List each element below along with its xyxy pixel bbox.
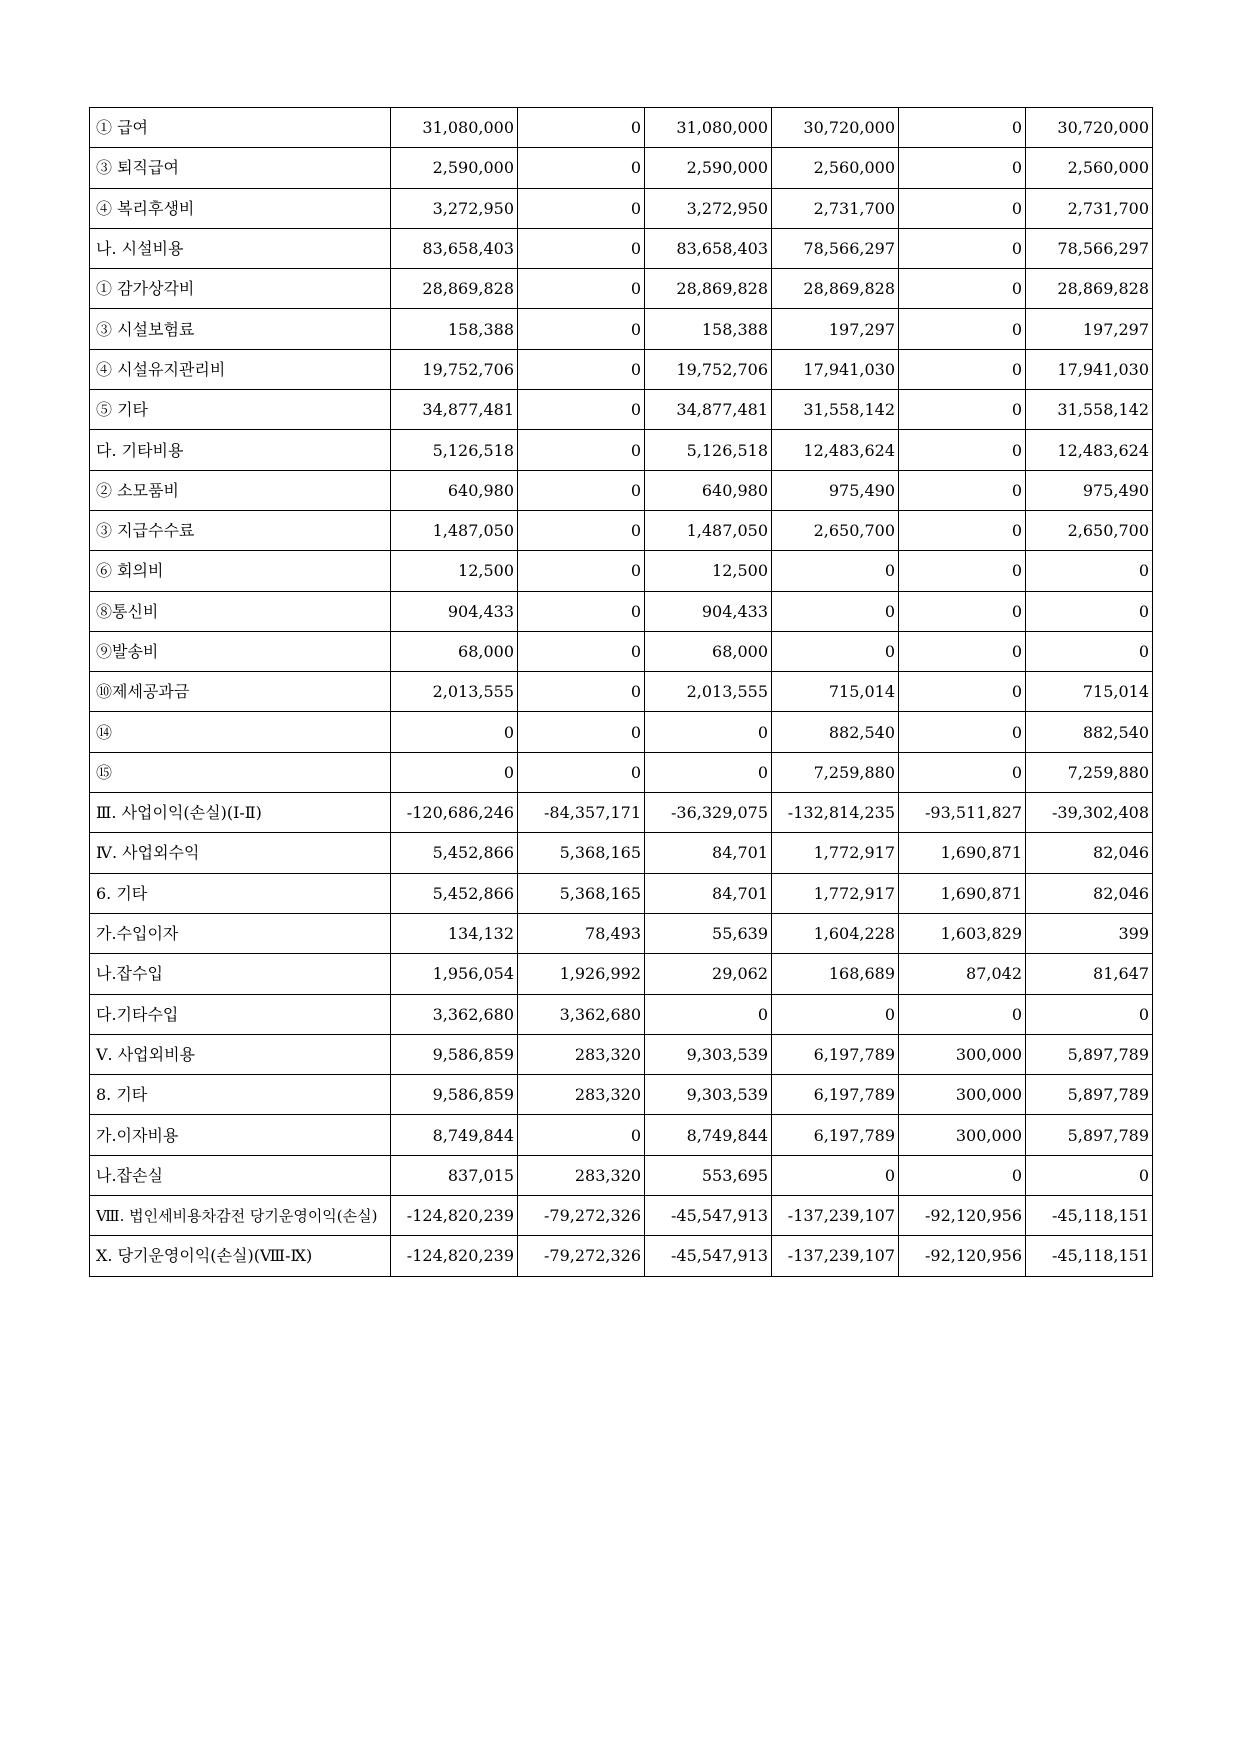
amount-cell: 2,590,000 <box>391 148 518 188</box>
amount-cell: 1,487,050 <box>645 510 772 550</box>
amount-cell: 2,650,700 <box>772 510 899 550</box>
table-row <box>90 228 1153 268</box>
amount-cell: 0 <box>518 551 645 591</box>
amount-cell: 640,980 <box>645 470 772 510</box>
amount-cell: 2,731,700 <box>772 188 899 228</box>
table-row <box>90 1236 1153 1276</box>
amount-cell: -45,118,151 <box>1026 1236 1153 1276</box>
amount-cell: -93,511,827 <box>899 793 1026 833</box>
row-label: Ⅲ. 사업이익(손실)(Ⅰ-Ⅱ) <box>90 793 391 833</box>
amount-cell: 0 <box>772 591 899 631</box>
amount-cell: 2,650,700 <box>1026 510 1153 550</box>
amount-cell: -92,120,956 <box>899 1196 1026 1236</box>
table-row <box>90 793 1153 833</box>
amount-cell: 0 <box>518 148 645 188</box>
amount-cell: 975,490 <box>772 470 899 510</box>
amount-cell: 0 <box>518 188 645 228</box>
row-label: ② 소모품비 <box>90 470 391 510</box>
amount-cell: -79,272,326 <box>518 1196 645 1236</box>
amount-cell: 1,772,917 <box>772 833 899 873</box>
amount-cell: 0 <box>518 430 645 470</box>
amount-cell: 158,388 <box>391 309 518 349</box>
row-label: ① 급여 <box>90 108 391 148</box>
amount-cell: 0 <box>899 148 1026 188</box>
amount-cell: 134,132 <box>391 913 518 953</box>
table-row <box>90 269 1153 309</box>
amount-cell: 0 <box>518 1115 645 1155</box>
amount-cell: 7,259,880 <box>772 752 899 792</box>
amount-cell: 0 <box>518 752 645 792</box>
row-label: 8. 기타 <box>90 1075 391 1115</box>
amount-cell: 5,897,789 <box>1026 1115 1153 1155</box>
amount-cell: 5,368,165 <box>518 873 645 913</box>
amount-cell: 1,603,829 <box>899 913 1026 953</box>
row-label: 가.이자비용 <box>90 1115 391 1155</box>
table-row <box>90 1155 1153 1195</box>
amount-cell: -84,357,171 <box>518 793 645 833</box>
amount-cell: 0 <box>899 430 1026 470</box>
row-label: 나.잡수입 <box>90 954 391 994</box>
amount-cell: 300,000 <box>899 1034 1026 1074</box>
amount-cell: 399 <box>1026 913 1153 953</box>
row-label: ⑮ <box>90 752 391 792</box>
amount-cell: -36,329,075 <box>645 793 772 833</box>
amount-cell: 9,303,539 <box>645 1075 772 1115</box>
table-row <box>90 390 1153 430</box>
amount-cell: 0 <box>518 470 645 510</box>
amount-cell: 31,080,000 <box>645 108 772 148</box>
amount-cell: 0 <box>391 712 518 752</box>
amount-cell: -45,547,913 <box>645 1196 772 1236</box>
amount-cell: 17,941,030 <box>1026 349 1153 389</box>
amount-cell: 0 <box>899 228 1026 268</box>
amount-cell: -124,820,239 <box>391 1196 518 1236</box>
amount-cell: 904,433 <box>645 591 772 631</box>
amount-cell: -124,820,239 <box>391 1236 518 1276</box>
amount-cell: 17,941,030 <box>772 349 899 389</box>
amount-cell: 3,272,950 <box>645 188 772 228</box>
row-label: Ⅳ. 사업외수익 <box>90 833 391 873</box>
amount-cell: 12,483,624 <box>1026 430 1153 470</box>
amount-cell: 283,320 <box>518 1034 645 1074</box>
row-label: 나.잡손실 <box>90 1155 391 1195</box>
table-row <box>90 1034 1153 1074</box>
amount-cell: 84,701 <box>645 833 772 873</box>
amount-cell: 9,303,539 <box>645 1034 772 1074</box>
amount-cell: 84,701 <box>645 873 772 913</box>
amount-cell: 9,586,859 <box>391 1075 518 1115</box>
amount-cell: 19,752,706 <box>391 349 518 389</box>
table-row <box>90 833 1153 873</box>
row-label: ③ 시설보험료 <box>90 309 391 349</box>
row-label: 6. 기타 <box>90 873 391 913</box>
amount-cell: 2,560,000 <box>1026 148 1153 188</box>
amount-cell: 68,000 <box>645 631 772 671</box>
row-label: Ⅴ. 사업외비용 <box>90 1034 391 1074</box>
table-row <box>90 470 1153 510</box>
amount-cell: -137,239,107 <box>772 1196 899 1236</box>
amount-cell: 0 <box>772 1155 899 1195</box>
amount-cell: 0 <box>645 752 772 792</box>
amount-cell: 0 <box>645 994 772 1034</box>
amount-cell: 715,014 <box>772 672 899 712</box>
amount-cell: 0 <box>1026 591 1153 631</box>
amount-cell: 1,690,871 <box>899 873 1026 913</box>
row-label: 다. 기타비용 <box>90 430 391 470</box>
table-row <box>90 430 1153 470</box>
amount-cell: 0 <box>899 712 1026 752</box>
amount-cell: 1,487,050 <box>391 510 518 550</box>
table-row <box>90 873 1153 913</box>
amount-cell: 83,658,403 <box>645 228 772 268</box>
amount-cell: 0 <box>518 108 645 148</box>
table-row <box>90 712 1153 752</box>
table-row <box>90 631 1153 671</box>
amount-cell: 0 <box>899 672 1026 712</box>
row-label: ③ 퇴직급여 <box>90 148 391 188</box>
amount-cell: 1,604,228 <box>772 913 899 953</box>
amount-cell: 0 <box>899 269 1026 309</box>
amount-cell: 0 <box>899 994 1026 1034</box>
table-body <box>90 108 1153 1277</box>
table-row <box>90 1075 1153 1115</box>
amount-cell: 0 <box>899 752 1026 792</box>
amount-cell: 78,566,297 <box>1026 228 1153 268</box>
amount-cell: -120,686,246 <box>391 793 518 833</box>
table-row <box>90 752 1153 792</box>
amount-cell: 81,647 <box>1026 954 1153 994</box>
amount-cell: 300,000 <box>899 1075 1026 1115</box>
amount-cell: 34,877,481 <box>391 390 518 430</box>
amount-cell: 0 <box>899 470 1026 510</box>
row-label: ④ 복리후생비 <box>90 188 391 228</box>
amount-cell: 82,046 <box>1026 833 1153 873</box>
amount-cell: 0 <box>518 591 645 631</box>
amount-cell: 12,483,624 <box>772 430 899 470</box>
table-row <box>90 108 1153 148</box>
amount-cell: 28,869,828 <box>772 269 899 309</box>
amount-cell: 0 <box>1026 994 1153 1034</box>
amount-cell: 8,749,844 <box>391 1115 518 1155</box>
amount-cell: 0 <box>899 1155 1026 1195</box>
amount-cell: 5,452,866 <box>391 833 518 873</box>
amount-cell: 5,897,789 <box>1026 1034 1153 1074</box>
amount-cell: 30,720,000 <box>772 108 899 148</box>
amount-cell: 6,197,789 <box>772 1075 899 1115</box>
amount-cell: 19,752,706 <box>645 349 772 389</box>
row-label: ⑥ 회의비 <box>90 551 391 591</box>
amount-cell: 55,639 <box>645 913 772 953</box>
amount-cell: 28,869,828 <box>645 269 772 309</box>
amount-cell: 0 <box>772 551 899 591</box>
amount-cell: 29,062 <box>645 954 772 994</box>
amount-cell: -137,239,107 <box>772 1236 899 1276</box>
row-label: ⑭ <box>90 712 391 752</box>
amount-cell: 5,368,165 <box>518 833 645 873</box>
amount-cell: -45,547,913 <box>645 1236 772 1276</box>
table-row <box>90 309 1153 349</box>
amount-cell: 28,869,828 <box>391 269 518 309</box>
amount-cell: 2,731,700 <box>1026 188 1153 228</box>
financial-statement-table <box>89 107 1153 1277</box>
amount-cell: 0 <box>518 228 645 268</box>
amount-cell: 0 <box>1026 1155 1153 1195</box>
amount-cell: 1,690,871 <box>899 833 1026 873</box>
amount-cell: 30,720,000 <box>1026 108 1153 148</box>
amount-cell: 882,540 <box>1026 712 1153 752</box>
amount-cell: 28,869,828 <box>1026 269 1153 309</box>
amount-cell: 0 <box>899 390 1026 430</box>
amount-cell: 1,926,992 <box>518 954 645 994</box>
amount-cell: 12,500 <box>645 551 772 591</box>
amount-cell: 68,000 <box>391 631 518 671</box>
amount-cell: 0 <box>518 349 645 389</box>
amount-cell: 0 <box>899 349 1026 389</box>
amount-cell: 3,362,680 <box>391 994 518 1034</box>
amount-cell: 553,695 <box>645 1155 772 1195</box>
row-label: ③ 지급수수료 <box>90 510 391 550</box>
amount-cell: 0 <box>518 672 645 712</box>
amount-cell: 2,560,000 <box>772 148 899 188</box>
amount-cell: 1,956,054 <box>391 954 518 994</box>
amount-cell: 5,126,518 <box>391 430 518 470</box>
amount-cell: 31,558,142 <box>1026 390 1153 430</box>
amount-cell: 31,080,000 <box>391 108 518 148</box>
amount-cell: 0 <box>899 309 1026 349</box>
table-row <box>90 591 1153 631</box>
amount-cell: 0 <box>518 309 645 349</box>
row-label: 가.수입이자 <box>90 913 391 953</box>
amount-cell: 0 <box>518 390 645 430</box>
amount-cell: 715,014 <box>1026 672 1153 712</box>
row-label: 다.기타수입 <box>90 994 391 1034</box>
amount-cell: 300,000 <box>899 1115 1026 1155</box>
amount-cell: 1,772,917 <box>772 873 899 913</box>
amount-cell: 837,015 <box>391 1155 518 1195</box>
amount-cell: 12,500 <box>391 551 518 591</box>
amount-cell: -132,814,235 <box>772 793 899 833</box>
amount-cell: 2,590,000 <box>645 148 772 188</box>
row-label: ⑤ 기타 <box>90 390 391 430</box>
table-row <box>90 672 1153 712</box>
amount-cell: 197,297 <box>772 309 899 349</box>
amount-cell: 0 <box>1026 631 1153 671</box>
amount-cell: 82,046 <box>1026 873 1153 913</box>
amount-cell: 87,042 <box>899 954 1026 994</box>
amount-cell: 0 <box>899 108 1026 148</box>
amount-cell: 3,272,950 <box>391 188 518 228</box>
amount-cell: 904,433 <box>391 591 518 631</box>
amount-cell: 0 <box>899 591 1026 631</box>
amount-cell: 34,877,481 <box>645 390 772 430</box>
table-row <box>90 913 1153 953</box>
table-row <box>90 188 1153 228</box>
amount-cell: 0 <box>772 631 899 671</box>
amount-cell: 0 <box>899 551 1026 591</box>
amount-cell: 2,013,555 <box>645 672 772 712</box>
amount-cell: 158,388 <box>645 309 772 349</box>
amount-cell: 283,320 <box>518 1075 645 1115</box>
amount-cell: 0 <box>391 752 518 792</box>
amount-cell: 0 <box>518 631 645 671</box>
row-label: Ⅷ. 법인세비용차감전 당기운영이익(손실) <box>90 1196 391 1236</box>
amount-cell: 0 <box>772 994 899 1034</box>
table-row <box>90 994 1153 1034</box>
row-label: ⑧통신비 <box>90 591 391 631</box>
row-label: 나. 시설비용 <box>90 228 391 268</box>
amount-cell: 640,980 <box>391 470 518 510</box>
table-row <box>90 1196 1153 1236</box>
amount-cell: 168,689 <box>772 954 899 994</box>
amount-cell: 31,558,142 <box>772 390 899 430</box>
amount-cell: 197,297 <box>1026 309 1153 349</box>
table-row <box>90 148 1153 188</box>
table-row <box>90 551 1153 591</box>
amount-cell: 3,362,680 <box>518 994 645 1034</box>
amount-cell: 7,259,880 <box>1026 752 1153 792</box>
amount-cell: 2,013,555 <box>391 672 518 712</box>
amount-cell: 6,197,789 <box>772 1034 899 1074</box>
amount-cell: 78,493 <box>518 913 645 953</box>
amount-cell: 882,540 <box>772 712 899 752</box>
table-row <box>90 954 1153 994</box>
amount-cell: 0 <box>899 510 1026 550</box>
amount-cell: 0 <box>899 631 1026 671</box>
amount-cell: -39,302,408 <box>1026 793 1153 833</box>
amount-cell: 0 <box>518 269 645 309</box>
row-label: ⑩제세공과금 <box>90 672 391 712</box>
amount-cell: 0 <box>1026 551 1153 591</box>
table-row <box>90 1115 1153 1155</box>
amount-cell: 0 <box>899 188 1026 228</box>
table-row <box>90 349 1153 389</box>
row-label: ④ 시설유지관리비 <box>90 349 391 389</box>
amount-cell: 0 <box>645 712 772 752</box>
amount-cell: 83,658,403 <box>391 228 518 268</box>
amount-cell: 78,566,297 <box>772 228 899 268</box>
amount-cell: 0 <box>518 712 645 752</box>
amount-cell: 5,126,518 <box>645 430 772 470</box>
amount-cell: -92,120,956 <box>899 1236 1026 1276</box>
row-label: Ⅹ. 당기운영이익(손실)(Ⅷ-Ⅸ) <box>90 1236 391 1276</box>
amount-cell: -45,118,151 <box>1026 1196 1153 1236</box>
amount-cell: 0 <box>518 510 645 550</box>
amount-cell: -79,272,326 <box>518 1236 645 1276</box>
amount-cell: 8,749,844 <box>645 1115 772 1155</box>
amount-cell: 9,586,859 <box>391 1034 518 1074</box>
amount-cell: 5,452,866 <box>391 873 518 913</box>
row-label: ⑨발송비 <box>90 631 391 671</box>
amount-cell: 6,197,789 <box>772 1115 899 1155</box>
amount-cell: 5,897,789 <box>1026 1075 1153 1115</box>
table-row <box>90 510 1153 550</box>
row-label: ① 감가상각비 <box>90 269 391 309</box>
amount-cell: 975,490 <box>1026 470 1153 510</box>
amount-cell: 283,320 <box>518 1155 645 1195</box>
